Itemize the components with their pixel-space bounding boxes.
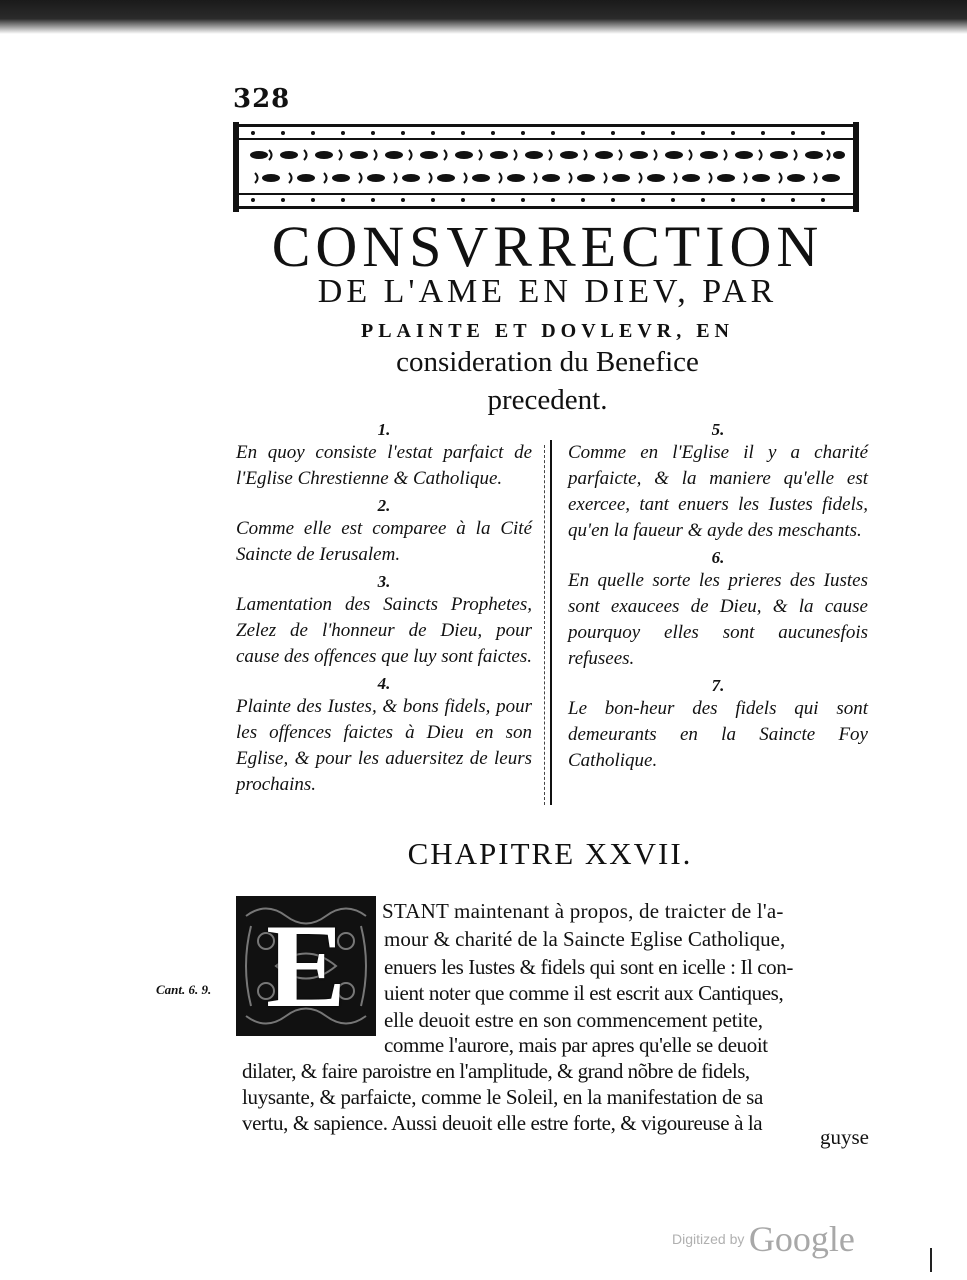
summary-item-number: 1. xyxy=(377,420,391,439)
watermark-prefix: Digitized by xyxy=(672,1231,745,1247)
scan-edge-mark xyxy=(930,1248,932,1272)
page-number: 328 xyxy=(233,84,291,114)
body-line: dilater, & faire paroistre en l'amplitude, & grand nõbre de fidels, xyxy=(242,1059,750,1083)
google-logo: Google xyxy=(748,1219,855,1259)
summary-item-text: En quoy consiste l'estat parfaict de l'Eglise Chrestienne & Catholique. xyxy=(236,442,532,489)
body-line: mour & charité de la Saincte Eglise Catholique, xyxy=(384,927,786,951)
title-line-5: precedent. xyxy=(487,384,608,416)
summary-item-number: 5. xyxy=(711,420,725,439)
summary-item-number: 7. xyxy=(711,676,725,695)
body-line: comme l'aurore, mais par apres qu'elle se deuoit xyxy=(384,1033,768,1057)
summary-column-left xyxy=(236,420,532,802)
summary-item-number: 6. xyxy=(711,548,725,567)
margin-note: Cant. 6. 9. xyxy=(156,982,212,997)
body-line: uient noter que comme il est escrit aux Cantiques, xyxy=(384,981,784,1005)
summary-item-number: 2. xyxy=(377,496,391,515)
summary-item-text: Comme en l'Eglise il y a charité parfaicte, & la maniere qu'elle est exercee, tant enuers les Iustes fidels, qu'en la faueur & ayde des meschants. xyxy=(568,442,868,541)
body-line: STANT maintenant à propos, de traicter de l'a- xyxy=(382,899,784,923)
decorated-initial xyxy=(236,896,376,1036)
chapter-heading: CHAPITRE XXVII. xyxy=(407,836,693,871)
body-line: vertu, & sapience. Aussi deuoit elle estre forte, & vigoureuse à la xyxy=(242,1111,763,1135)
column-rule xyxy=(550,440,552,805)
title-line-4: consideration du Benefice xyxy=(396,346,699,378)
summary-item-text: Comme elle est comparee à la Cité Saincte de Ierusalem. xyxy=(236,518,532,565)
digitized-watermark xyxy=(672,1218,855,1260)
summary-item-number: 3. xyxy=(377,572,391,591)
title-line-2: DE L'AME EN DIEV, PAR xyxy=(317,273,778,310)
dropcap-letter: E xyxy=(265,899,347,1032)
scan-top-smear xyxy=(0,0,967,34)
summary-column-right xyxy=(568,420,868,778)
body-line: elle deuoit estre en son commencement petite, xyxy=(384,1008,763,1032)
title-line-1: CONSVRRECTION xyxy=(271,214,824,279)
summary-item-text: Plainte des Iustes, & bons fidels, pour les offences faictes à Dieu en son Eglise, & pour les aduersitez de leurs prochains. xyxy=(236,696,532,795)
summary-item-text: Le bon-heur des fidels qui sont demeurants en la Saincte Foy Catholique. xyxy=(568,698,868,771)
column-rule-dashed xyxy=(544,445,545,805)
catchword: guyse xyxy=(820,1125,869,1149)
body-line: luysante, & parfaicte, comme le Soleil, en la manifestation de sa xyxy=(242,1085,764,1109)
summary-item-text: En quelle sorte les prieres des Iustes sont exaucees de Dieu, & la cause pourquoy elles sont aucunesfois refusees. xyxy=(568,570,868,669)
header-ornament xyxy=(233,122,859,212)
summary-item-number: 4. xyxy=(377,674,391,693)
body-line: enuers les Iustes & fidels qui sont en icelle : Il con- xyxy=(384,955,793,979)
summary-item-text: Lamentation des Saincts Prophetes, Zelez de l'honneur de Dieu, pour cause des offences que luy sont faictes. xyxy=(236,594,533,667)
title-line-3: PLAINTE ET DOVLEVR, EN xyxy=(360,320,735,342)
